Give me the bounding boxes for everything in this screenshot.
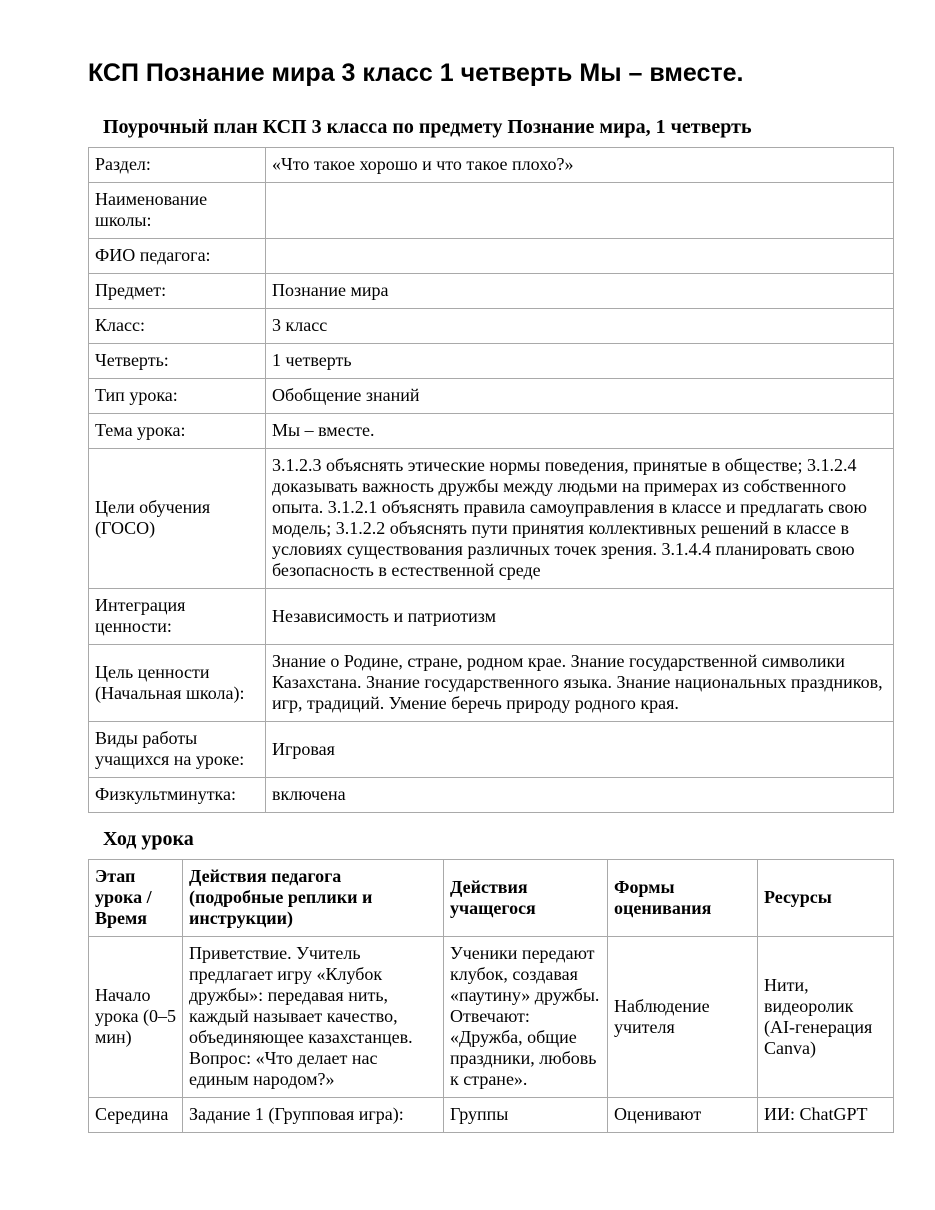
physical-break-label: Физкультминутка: [89,778,266,813]
info-row-physical-break [89,778,894,813]
table-header-row [89,860,894,937]
subject-value: Познание мира [266,274,894,309]
activity-types-value: Игровая [266,722,894,778]
stage-cell: Середина [89,1098,183,1133]
info-row-value-goal [89,645,894,722]
stage-header: Этап урока / Время [89,860,183,937]
teacher-actions-header: Действия педагога (подробные реплики и инструкции) [183,860,444,937]
lesson-topic-label: Тема урока: [89,414,266,449]
subject-label: Предмет: [89,274,266,309]
info-row-lesson-topic [89,414,894,449]
info-row-teacher-name [89,239,894,274]
activity-types-label: Виды работы учащихся на уроке: [89,722,266,778]
quarter-value: 1 четверть [266,344,894,379]
info-row-learning-objectives [89,449,894,589]
lesson-flow-table [88,859,894,1133]
resources-header: Ресурсы [758,860,894,937]
school-name-label: Наименование школы: [89,183,266,239]
info-row-lesson-type [89,379,894,414]
value-integration-label: Интеграция ценности: [89,589,266,645]
value-goal-label: Цель ценности (Начальная школа): [89,645,266,722]
value-integration-value: Независимость и патриотизм [266,589,894,645]
stage-cell: Начало урока (0–5 мин) [89,937,183,1098]
resources-cell: ИИ: ChatGPT [758,1098,894,1133]
info-row-grade [89,309,894,344]
table-row [89,1098,894,1133]
info-row-subject [89,274,894,309]
quarter-label: Четверть: [89,344,266,379]
teacher-name-label: ФИО педагога: [89,239,266,274]
info-row-activity-types [89,722,894,778]
teacher-actions-cell: Приветствие. Учитель предлагает игру «Клубок дружбы»: передавая нить, каждый называет качество, объединяющее казахстанцев. Вопрос: «Что делает нас единым народом?» [183,937,444,1098]
teacher-name-value [266,239,894,274]
document-title: КСП Познание мира 3 класс 1 четверть Мы – вместе. [88,59,744,87]
section-value: «Что такое хорошо и что такое плохо?» [266,148,894,183]
info-row-value-integration [89,589,894,645]
teacher-actions-cell: Задание 1 (Групповая игра): [183,1098,444,1133]
student-actions-cell: Ученики передают клубок, создавая «паутину» дружбы. Отвечают: «Дружба, общие праздники, любовь к стране». [444,937,608,1098]
grade-value: 3 класс [266,309,894,344]
assessment-cell: Оценивают [608,1098,758,1133]
learning-objectives-value: 3.1.2.3 объяснять этические нормы поведения, принятые в обществе; 3.1.2.4 доказывать важность дружбы между людьми на примерах из собственного опыта. 3.1.2.1 объяснять правила самоуправления в классе и предлагать свою модель; 3.1.2.2 объяснять пути принятия коллективных решений в классе в условиях существования различных точек зрения. 3.1.4.4 планировать свою безопасность в естественной среде [266,449,894,589]
student-actions-cell: Группы [444,1098,608,1133]
info-row-quarter [89,344,894,379]
lesson-type-label: Тип урока: [89,379,266,414]
section-label: Раздел: [89,148,266,183]
info-row-section [89,148,894,183]
value-goal-value: Знание о Родине, стране, родном крае. Знание государственной символики Казахстана. Знание государственного языка. Знание национальных праздников, игр, традиций. Умение беречь природу родного края. [266,645,894,722]
student-actions-header: Действия учащегося [444,860,608,937]
info-row-school-name [89,183,894,239]
grade-label: Класс: [89,309,266,344]
lesson-flow-heading: Ход урока [103,828,194,850]
assessment-cell: Наблюдение учителя [608,937,758,1098]
assessment-header: Формы оценивания [608,860,758,937]
resources-cell: Нити, видеоролик (AI-генерация Canva) [758,937,894,1098]
table-row [89,937,894,1098]
lesson-topic-value: Мы – вместе. [266,414,894,449]
physical-break-value: включена [266,778,894,813]
plan-heading: Поурочный план КСП 3 класса по предмету Познание мира, 1 четверть [103,116,752,138]
lesson-info-table [88,147,894,813]
learning-objectives-label: Цели обучения (ГОСО) [89,449,266,589]
lesson-type-value: Обобщение знаний [266,379,894,414]
school-name-value [266,183,894,239]
